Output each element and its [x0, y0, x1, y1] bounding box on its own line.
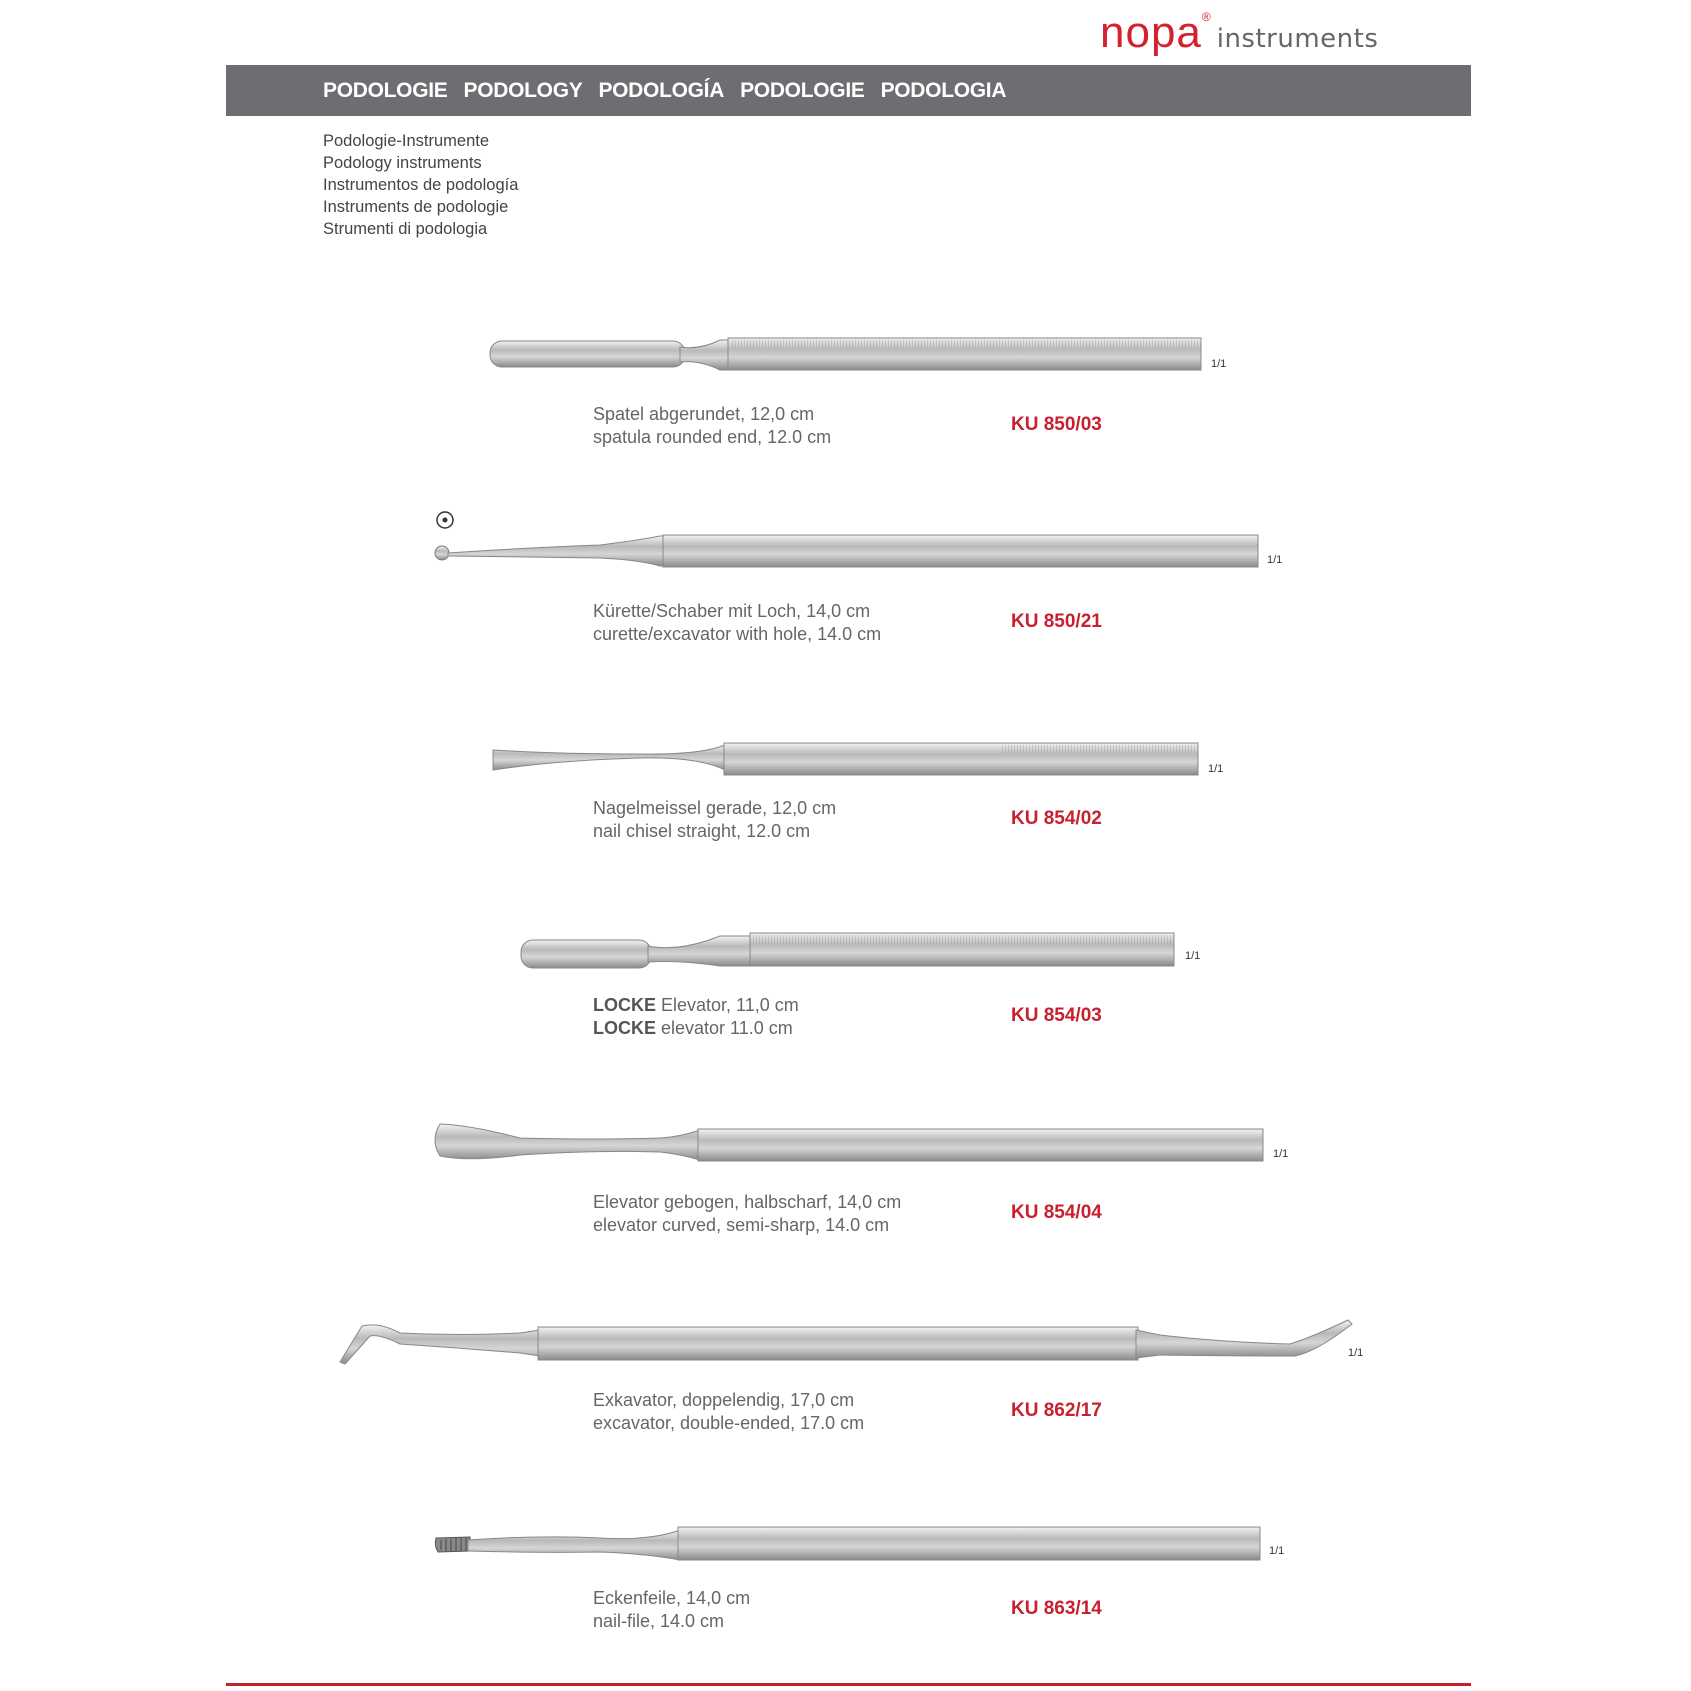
description-de: Spatel abgerundet, 12,0 cm — [593, 404, 815, 424]
description-en-text: elevator 11.0 cm — [661, 1018, 793, 1038]
product-code: KU 854/04 — [1011, 1202, 1102, 1223]
product-name-bold-de: LOCKE — [593, 995, 656, 1015]
description-de: Exkavator, doppelendig, 17,0 cm — [593, 1390, 855, 1410]
description-en: elevator curved, semi-sharp, 14.0 cm — [593, 1215, 890, 1235]
scale-label: 1/1 — [1269, 1545, 1285, 1557]
product-code: KU 854/02 — [1011, 808, 1102, 829]
footer-divider — [226, 1683, 1471, 1686]
product-code: KU 863/14 — [1011, 1598, 1102, 1619]
description-en: spatula rounded end, 12.0 cm — [593, 427, 832, 447]
subtitle-fr: Instruments de podologie — [323, 198, 509, 216]
scale-label: 1/1 — [1273, 1148, 1289, 1160]
description-de: Elevator gebogen, halbscharf, 14,0 cm — [593, 1192, 902, 1212]
subtitle-es: Instrumentos de podología — [323, 176, 519, 194]
banner-title-en: PODOLOGY — [463, 78, 583, 102]
banner-title-it: PODOLOGIA — [880, 78, 1007, 102]
logo-registered-mark: ® — [1201, 10, 1211, 24]
product-code: KU 854/03 — [1011, 1005, 1102, 1026]
scale-label: 1/1 — [1211, 358, 1227, 370]
description-de: Kürette/Schaber mit Loch, 14,0 cm — [593, 601, 871, 621]
product-code: KU 862/17 — [1011, 1400, 1102, 1421]
description-de: Nagelmeissel gerade, 12,0 cm — [593, 798, 837, 818]
logo-brand: nopa — [1100, 8, 1202, 57]
banner-title-es: PODOLOGÍA — [598, 78, 725, 102]
subtitle-de: Podologie-Instrumente — [323, 132, 490, 150]
product-description — [593, 1587, 750, 1633]
description-en: nail-file, 14.0 cm — [593, 1611, 725, 1631]
product-code: KU 850/21 — [1011, 611, 1102, 632]
scale-label: 1/1 — [1267, 554, 1283, 566]
subtitle-it: Strumenti di podologia — [323, 220, 488, 238]
scale-label: 1/1 — [1208, 763, 1224, 775]
product-code: KU 850/03 — [1011, 414, 1102, 435]
product-name-bold-en: LOCKE — [593, 1018, 656, 1038]
description-en: curette/excavator with hole, 14.0 cm — [593, 624, 882, 644]
description-en: excavator, double-ended, 17.0 cm — [593, 1413, 865, 1433]
banner-title-fr: PODOLOGIE — [740, 78, 865, 102]
banner-title-de: PODOLOGIE — [323, 78, 448, 102]
subtitle-en: Podology instruments — [323, 154, 482, 172]
logo-word: instruments — [1216, 24, 1379, 54]
description-de-text: Elevator, 11,0 cm — [661, 995, 799, 1015]
description-en: nail chisel straight, 12.0 cm — [593, 821, 811, 841]
description-de: Eckenfeile, 14,0 cm — [593, 1588, 751, 1608]
scale-label: 1/1 — [1348, 1347, 1364, 1359]
scale-label: 1/1 — [1185, 950, 1201, 962]
